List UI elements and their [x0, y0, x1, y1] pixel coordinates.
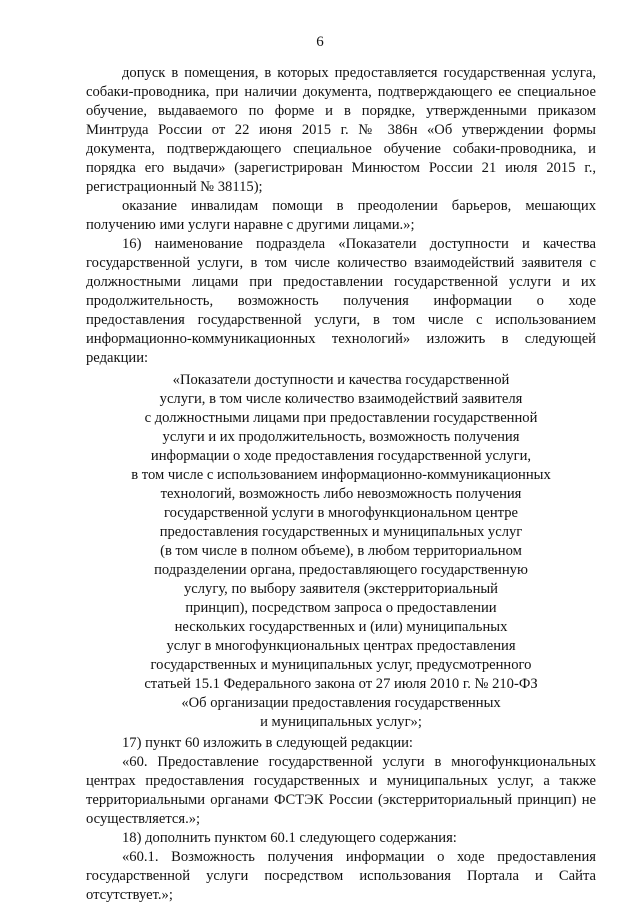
text-line: информационно-коммуникационных технологий» изложить в следующей — [86, 331, 596, 347]
text-line: «60. Предоставление государственной услуги в многофункциональных — [122, 754, 596, 770]
text-line: документа, подтверждающего специальное обучение собаки-проводника, и — [86, 141, 596, 157]
text-line: Минтруда России от 22 июня 2015 г. № 386н «Об утверждении формы — [86, 122, 596, 138]
text-line: должностными лицами при предоставлении государственной услуги и их — [86, 274, 596, 290]
heading-line: предоставления государственных и муниципальных услуг — [159, 524, 523, 540]
text-line: регистрационный № 38115); — [86, 179, 263, 195]
text-line: 18) дополнить пунктом 60.1 следующего содержания: — [122, 830, 457, 846]
paragraph-dog-guide-access — [86, 64, 596, 197]
paragraph-point-60 — [86, 753, 596, 829]
heading-line: (в том числе в полном объеме), в любом территориальном — [160, 543, 522, 559]
heading-line: статьей 15.1 Федерального закона от 27 июля 2010 г. № 210-ФЗ — [144, 676, 538, 692]
text-line: отсутствует.»; — [86, 887, 173, 903]
text-line: государственной услуги, в том числе количество взаимодействий заявителя с — [86, 255, 596, 271]
text-line: 16) наименование подраздела «Показатели доступности и качества — [122, 236, 596, 252]
text-line: собаки-проводника, при наличии документа, подтверждающего ее специальное — [86, 84, 596, 100]
paragraph-point-60-1 — [86, 848, 596, 905]
heading-line: государственных и муниципальных услуг, предусмотренного — [150, 657, 532, 673]
centered-subsection-heading — [86, 371, 596, 732]
heading-line: подразделении органа, предоставляющего государственную — [154, 562, 528, 578]
text-line: «60.1. Возможность получения информации о ходе предоставления — [122, 849, 596, 865]
text-line: 17) пункт 60 изложить в следующей редакции: — [122, 735, 413, 751]
text-line: обучение, выдаваемого по форме и в порядке, утвержденными приказом — [86, 103, 596, 119]
text-line: редакции: — [86, 350, 149, 366]
text-line: осуществляется.»; — [86, 811, 201, 827]
text-line: центрах предоставления государственных и муниципальных услуг, а также — [86, 773, 596, 789]
paragraph-assistance — [86, 197, 596, 235]
paragraph-item-18 — [86, 829, 596, 848]
heading-line: технологий, возможность либо невозможность получения — [160, 486, 522, 502]
paragraph-item-17 — [86, 734, 596, 753]
heading-line: «Об организации предоставления государственных — [181, 695, 501, 711]
heading-line: нескольких государственных и (или) муниципальных — [174, 619, 508, 635]
heading-line: услуги и их продолжительность, возможность получения — [162, 429, 520, 445]
text-line: допуск в помещения, в которых предоставляется государственная услуга, — [122, 65, 596, 81]
text-line: государственной услуги посредством использования Портала и Сайта — [86, 868, 596, 884]
text-line: получению ими услуги наравне с другими лицами.»; — [86, 217, 415, 233]
text-line: продолжительность, возможность получения информации о ходе — [86, 293, 596, 309]
heading-line: в том числе с использованием информационно-коммуникационных — [131, 467, 551, 483]
text-line: территориальными органами ФСТЭК России (экстерриториальный принцип) не — [86, 792, 596, 808]
heading-line: с должностными лицами при предоставлении государственной — [144, 410, 538, 426]
text-line: оказание инвалидам помощи в преодолении барьеров, мешающих — [122, 198, 596, 214]
heading-line: услуги, в том числе количество взаимодействий заявителя — [159, 391, 523, 407]
text-line: предоставления государственной услуги, в том числе с использованием — [86, 312, 596, 328]
heading-line: «Показатели доступности и качества государственной — [172, 372, 510, 388]
heading-line: принцип), посредством запроса о предоставлении — [185, 600, 497, 616]
heading-line: и муниципальных услуг»; — [260, 714, 422, 730]
text-line: порядка его выдачи» (зарегистрирован Минюстом России 21 июля 2015 г., — [86, 160, 596, 176]
heading-line: информации о ходе предоставления государственной услуги, — [150, 448, 532, 464]
heading-line: услуг в многофункциональных центрах предоставления — [166, 638, 516, 654]
heading-line: государственной услуги в многофункциональном центре — [164, 505, 518, 521]
heading-line: услугу, по выбору заявителя (экстерриториальный — [184, 581, 498, 597]
paragraph-item-16 — [86, 235, 596, 368]
document-body — [86, 64, 596, 905]
page-number: 6 — [316, 34, 324, 50]
